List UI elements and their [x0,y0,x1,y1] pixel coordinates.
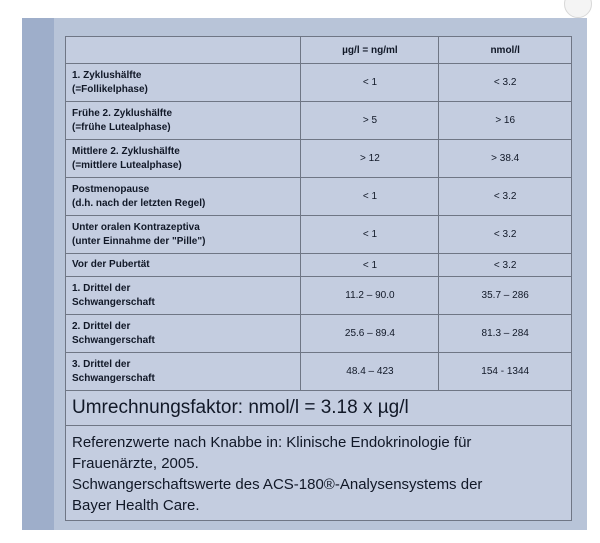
reference-table [65,36,572,521]
value-ug: 48.4 – 423 [301,353,439,391]
conversion-factor: Umrechnungsfaktor: nmol/l = 3.18 x µg/l [66,391,572,426]
row-label: Mittlere 2. Zyklushälfte (=mittlere Lutealphase) [66,140,301,178]
table-row [66,353,572,391]
header-empty [66,37,301,64]
value-nmol: 154 - 1344 [439,353,572,391]
value-nmol: < 3.2 [439,216,572,254]
value-nmol: 81.3 – 284 [439,315,572,353]
table-row [66,140,572,178]
table-row [66,102,572,140]
top-strip [0,0,600,18]
note-line: Schwangerschaftswerte des ACS-180®-Analysensystems der [72,476,483,493]
table-row [66,64,572,102]
value-nmol: < 3.2 [439,178,572,216]
header-nmol: nmol/l [439,37,572,64]
factor-row [66,391,572,426]
row-label: Vor der Pubertät [66,254,301,277]
table-row [66,178,572,216]
value-nmol: > 16 [439,102,572,140]
reference-note [66,426,572,521]
value-ug: > 5 [301,102,439,140]
table-row [66,254,572,277]
value-ug: < 1 [301,64,439,102]
value-ug: < 1 [301,178,439,216]
note-line: Bayer Health Care. [72,497,200,514]
row-label: 1. Drittel der Schwangerschaft [66,277,301,315]
value-ug: < 1 [301,254,439,277]
note-line: Referenzwerte nach Knabbe in: Klinische Endokrinologie für [72,434,472,451]
value-ug: > 12 [301,140,439,178]
value-nmol: < 3.2 [439,254,572,277]
table-row [66,277,572,315]
row-label: 1. Zyklushälfte (=Follikelphase) [66,64,301,102]
header-row [66,37,572,64]
value-ug: 25.6 – 89.4 [301,315,439,353]
note-line: Frauenärzte, 2005. [72,455,199,472]
row-label: Postmenopause (d.h. nach der letzten Regel) [66,178,301,216]
header-ug: µg/l = ng/ml [301,37,439,64]
notes-row [66,426,572,521]
row-label: 2. Drittel der Schwangerschaft [66,315,301,353]
panel-edge [22,18,54,530]
table-row [66,216,572,254]
row-label: Unter oralen Kontrazeptiva (unter Einnahme der "Pille") [66,216,301,254]
value-ug: 11.2 – 90.0 [301,277,439,315]
value-nmol: 35.7 – 286 [439,277,572,315]
corner-button[interactable] [564,0,592,18]
row-label: Frühe 2. Zyklushälfte (=frühe Lutealphase) [66,102,301,140]
table-row [66,315,572,353]
value-nmol: < 3.2 [439,64,572,102]
value-nmol: > 38.4 [439,140,572,178]
value-ug: < 1 [301,216,439,254]
row-label: 3. Drittel der Schwangerschaft [66,353,301,391]
